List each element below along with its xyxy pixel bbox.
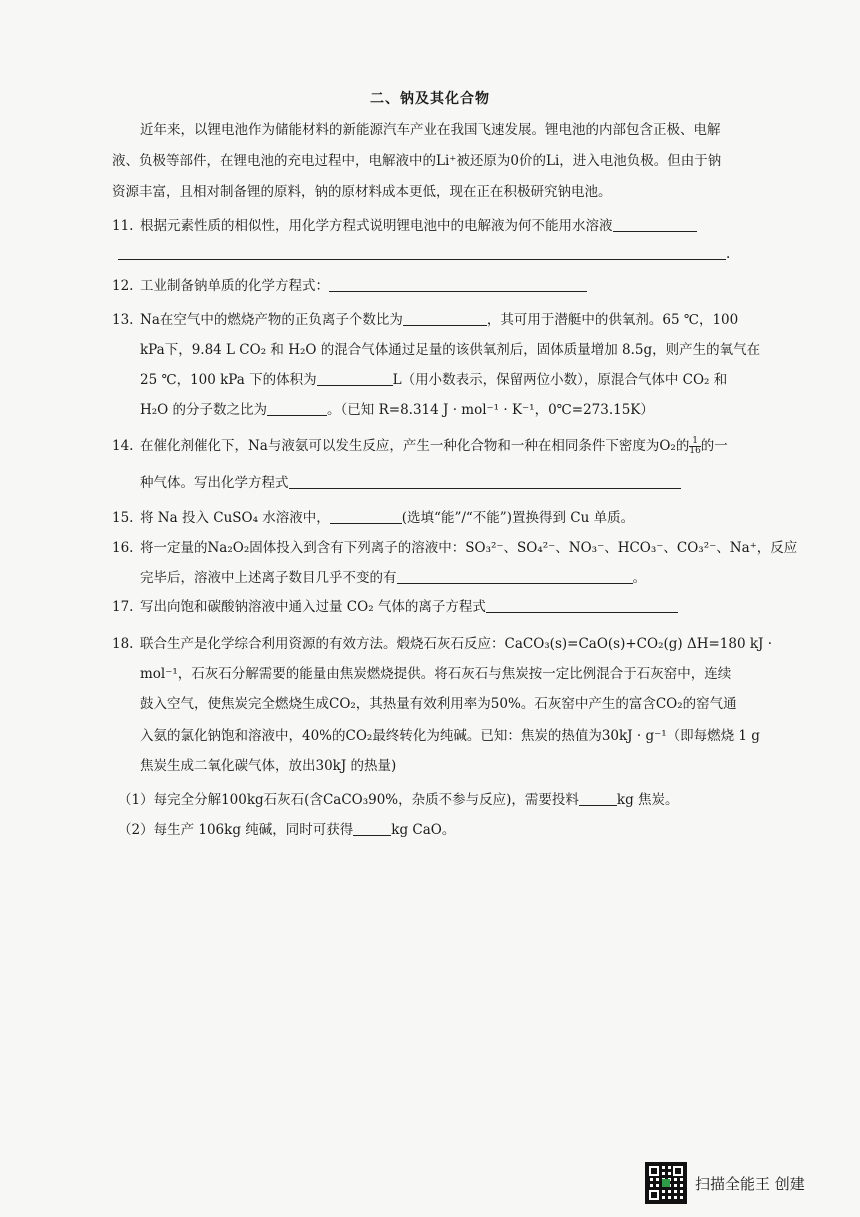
qr-code-icon [645, 1162, 687, 1204]
answer-blank[interactable] [353, 821, 391, 836]
question-text: 联合生产是化学综合利用资源的有效方法。煅烧石灰石反应：CaCO₃(s)=CaO(s)+CO₂(g) ΔH=180 kJ · [140, 636, 773, 652]
question-13-line-1 [112, 308, 738, 328]
question-18-line-2: mol⁻¹，石灰石分解需要的能量由焦炭燃烧提供。将石灰石与焦炭按一定比例混合于石灰窑中，连续 [140, 666, 732, 682]
question-11 [112, 214, 697, 234]
question-17 [112, 595, 678, 615]
fraction [689, 437, 700, 456]
question-number: 11. [112, 218, 134, 234]
question-15 [112, 506, 634, 526]
question-18-part-2 [118, 818, 455, 838]
question-text: L（用小数表示，保留两位小数），原混合气体中 CO₂ 和 [392, 372, 728, 388]
question-text: 完毕后，溶液中上述离子数目几乎不变的有 [140, 570, 397, 586]
fraction-denominator: 16 [689, 446, 701, 456]
question-18-part-1 [118, 788, 679, 808]
question-13-line-4 [140, 398, 654, 418]
question-text: （1）每完全分解100kg石灰石(含CaCO₃90%，杂质不参与反应)，需要投料 [118, 792, 579, 808]
question-text: 工业制备钠单质的化学方程式： [140, 278, 329, 294]
question-number: 13. [112, 312, 134, 328]
question-12 [112, 274, 587, 294]
answer-blank[interactable] [289, 474, 681, 489]
answer-blank[interactable] [330, 509, 402, 524]
intro-line-1: 近年来，以锂电池作为储能材料的新能源汽车产业在我国飞速发展。锂电池的内部包含正极、电解 [140, 122, 721, 138]
question-18-line-1 [112, 632, 772, 652]
fraction-numerator: 1 [689, 437, 700, 447]
question-text: ，其可用于潜艇中的供氧剂。65 ℃，100 [486, 312, 739, 328]
question-text: （2）每生产 106kg 纯碱，同时可获得 [118, 822, 354, 838]
question-13-line-3 [140, 368, 727, 388]
question-text: Na在空气中的燃烧产物的正负离子个数比为 [140, 312, 403, 328]
question-text: 。（已知 R=8.314 J · mol⁻¹ · K⁻¹，0℃=273.15K） [327, 402, 654, 418]
question-text: 根据元素性质的相似性，用化学方程式说明锂电池中的电解液为何不能用水溶液 [140, 218, 613, 234]
question-18-line-5: 焦炭生成二氧化碳气体，放出30kJ 的热量) [140, 758, 397, 774]
question-text: kg CaO。 [391, 822, 456, 838]
intro-line-2: 液、负极等部件，在锂电池的充电过程中，电解液中的Li⁺被还原为0价的Li，进入电池负极。但由于钠 [112, 153, 722, 169]
answer-blank[interactable] [613, 217, 697, 232]
question-number: 15. [112, 510, 134, 526]
section-title: 二、钠及其化合物 [370, 91, 490, 107]
answer-blank[interactable] [118, 245, 726, 260]
question-18-line-4: 入氨的氯化钠饱和溶液中，40%的CO₂最终转化为纯碱。已知：焦炭的热值为30kJ · g⁻¹（即每燃烧 1 g [140, 728, 760, 744]
question-14-line-2 [140, 471, 681, 491]
question-text: 写出向饱和碳酸钠溶液中通入过量 CO₂ 气体的离子方程式 [140, 599, 486, 615]
answer-blank[interactable] [329, 277, 587, 292]
intro-line-3: 资源丰富，且相对制备锂的原料，钠的原材料成本更低，现在正在积极研究钠电池。 [112, 184, 612, 200]
question-text: H₂O 的分子数之比为 [140, 402, 268, 418]
question-text: 种气体。写出化学方程式 [140, 475, 289, 491]
question-text: 的一 [700, 438, 728, 454]
question-number: 17. [112, 599, 134, 615]
watermark-text: 扫描全能王 创建 [695, 1174, 805, 1193]
question-11-answer-line[interactable]: . [118, 245, 730, 262]
question-text: 将一定量的Na₂O₂固体投入到含有下列离子的溶液中：SO₃²⁻、SO₄²⁻、NO₃⁻、HCO₃⁻、CO₃²⁻、Na⁺，反应 [140, 540, 798, 556]
question-number: 14. [112, 438, 134, 454]
question-number: 16. [112, 540, 134, 556]
answer-blank[interactable] [397, 569, 633, 584]
answer-blank[interactable] [486, 598, 678, 613]
question-text: 将 Na 投入 CuSO₄ 水溶液中， [140, 510, 330, 526]
question-text: 25 ℃，100 kPa 下的体积为 [140, 372, 317, 388]
answer-blank[interactable] [579, 791, 617, 806]
answer-blank[interactable] [403, 311, 487, 326]
question-text: 在催化剂催化下，Na与液氨可以发生反应，产生一种化合物和一种在相同条件下密度为O₂的 [140, 438, 690, 454]
question-18-line-3: 鼓入空气，使焦炭完全燃烧生成CO₂，其热量有效利用率为50%。石灰窑中产生的富含CO₂的窑气通 [140, 696, 737, 712]
question-16-line-1 [112, 536, 797, 556]
question-16-line-2: 完毕后，溶液中上述离子数目几乎不变的有 。 [140, 570, 646, 586]
question-text: (选填“能”/“不能”)置换得到 Cu 单质。 [401, 510, 635, 526]
answer-blank[interactable] [317, 371, 393, 386]
question-number: 12. [112, 278, 134, 294]
question-text: kg 焦炭。 [616, 792, 679, 808]
question-number: 18. [112, 636, 134, 652]
answer-blank[interactable] [267, 401, 327, 416]
question-13-line-2: kPa下，9.84 L CO₂ 和 H₂O 的混合气体通过足量的该供氧剂后，固体质量增加 8.5g，则产生的氧气在 [140, 342, 761, 358]
scanner-watermark [645, 1162, 805, 1204]
question-14-line-1 [112, 434, 728, 456]
